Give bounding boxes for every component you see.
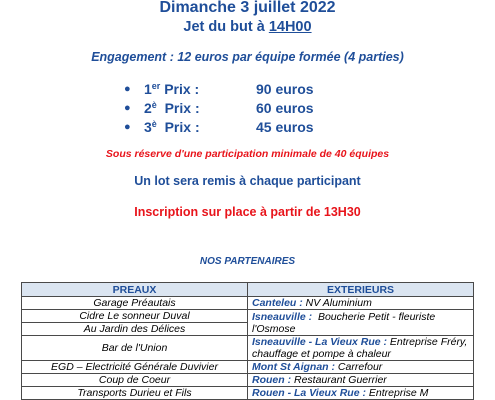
partner-local: Au Jardin des Délices (22, 323, 248, 336)
table-header-row (22, 283, 474, 297)
table-row (22, 297, 474, 310)
partner-exterior: Rouen : Restaurant Guerrier (248, 374, 474, 387)
table-row (22, 387, 474, 400)
entry-fee-text: Engagement : 12 euros par équipe formée (4 parties) (91, 50, 404, 64)
partner-local: Garage Préautais (22, 297, 248, 310)
bullet-icon: ● (124, 121, 131, 133)
column-header-exterieurs: EXTERIEURS (248, 283, 474, 297)
prize-rank: 1er Prix : (144, 81, 200, 97)
prize-rank: $3^è$ Prix : (144, 119, 200, 135)
table-row (22, 310, 474, 323)
partner-local: Bar de l'Union (22, 336, 248, 361)
partner-exterior: Isneauville : Boucherie Petit - fleuriste l'Osmose (248, 310, 474, 336)
start-time-prefix: Jet du but à (183, 19, 269, 35)
start-time-line (0, 19, 495, 35)
partners-heading: NOS PARTENAIRES (199, 256, 296, 267)
prize-amount: 45 euros (256, 119, 314, 135)
prize-amount: 90 euros (256, 81, 314, 97)
partner-local: Transports Durieu et Fils (22, 387, 248, 400)
bullet-icon: ● (124, 102, 131, 114)
partner-exterior: Canteleu : NV Aluminium (248, 297, 474, 310)
prize-amount: 60 euros (256, 100, 314, 116)
partner-exterior: Rouen - La Vieux Rue : Entreprise M (248, 387, 474, 400)
partner-local: Coup de Coeur (22, 374, 248, 387)
partner-local: Cidre Le sonneur Duval (22, 310, 248, 323)
table-row (22, 336, 474, 361)
partner-exterior: Isneauville - La Vieux Rue : Entreprise Fréry, chauffage et pompe à chaleur (248, 336, 474, 361)
partner-exterior: Mont St Aignan : Carrefour (248, 361, 474, 374)
partners-table (21, 282, 474, 400)
column-header-preaux: PREAUX (22, 283, 248, 297)
table-row (22, 361, 474, 374)
prize-rank: $2^è$ Prix : (144, 100, 200, 116)
bullet-icon: ● (124, 83, 131, 95)
registration-note: Inscription sur place à partir de 13H30 (134, 205, 361, 219)
minimum-participation-note: Sous réserve d'une participation minimale de 40 équipes (105, 148, 390, 160)
start-time: 14H00 (268, 19, 312, 35)
participant-gift-note: Un lot sera remis à chaque participant (134, 174, 361, 188)
partner-local: EGD – Electricité Générale Duvivier (22, 361, 248, 374)
table-row (22, 374, 474, 387)
event-date-title: Dimanche 3 juillet 2022 (159, 0, 336, 16)
